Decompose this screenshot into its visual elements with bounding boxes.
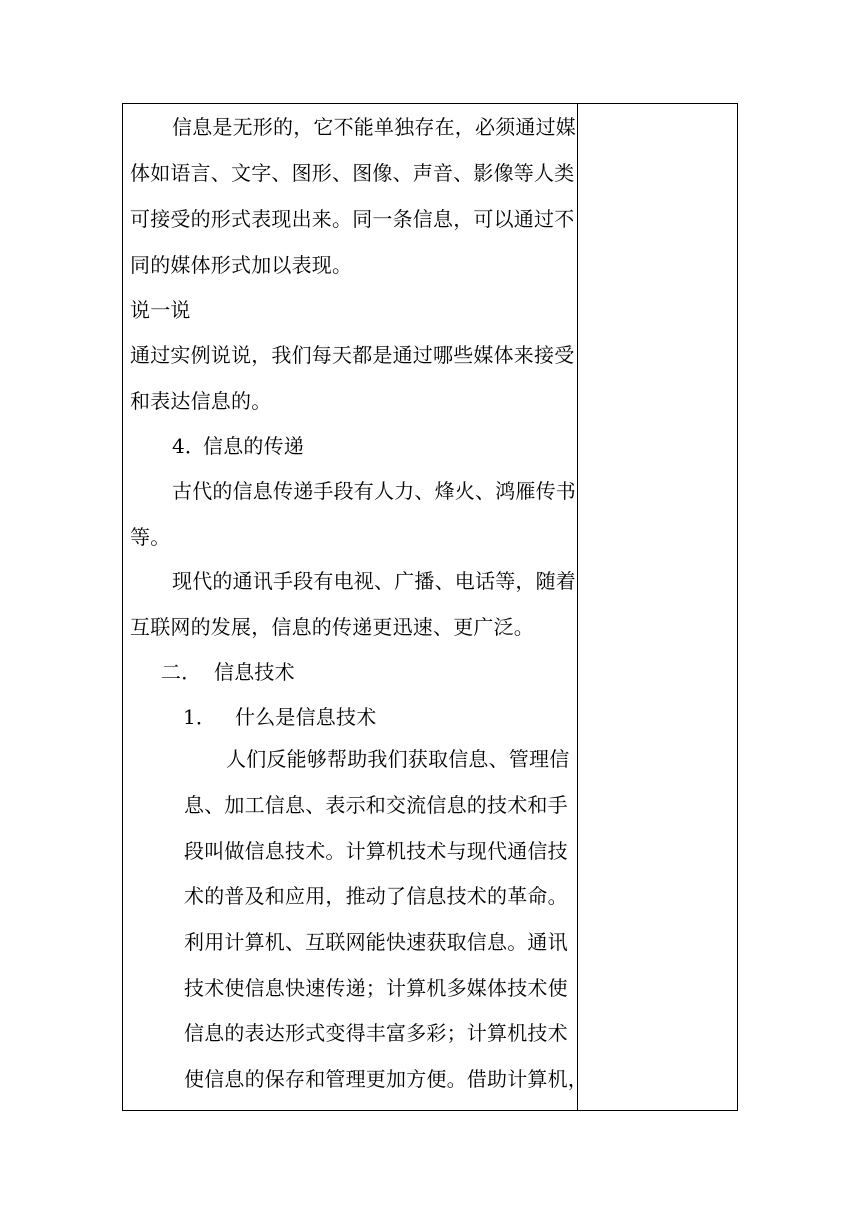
paragraph-ancient-line-2: 等。 xyxy=(130,525,171,549)
paragraph-it-line-2: 息、加工信息、表示和交流信息的技术和手 xyxy=(184,793,568,817)
paragraph-it-line-1: 人们反能够帮助我们获取信息、管理信 xyxy=(226,747,570,771)
paragraph-it-line-8: 使信息的保存和管理更加方便。借助计算机， xyxy=(184,1067,588,1091)
column-divider xyxy=(577,103,578,1111)
paragraph-it-line-4: 术的普及和应用，推动了信息技术的革命。 xyxy=(184,884,568,908)
heading-4-text: 信息的传递 xyxy=(203,434,304,458)
section-2-title: 信息技术 xyxy=(214,660,295,684)
paragraph-modern-line-1: 现代的通讯手段有电视、广播、电话等，随着 xyxy=(172,569,576,593)
paragraph-it-line-3: 段叫做信息技术。计算机技术与现代通信技 xyxy=(184,839,568,863)
paragraph-media-line-1: 信息是无形的，它不能单独存在，必须通过媒 xyxy=(172,115,576,139)
heading-4-number: 4． xyxy=(172,434,206,458)
say-title: 说一说 xyxy=(130,298,191,322)
say-text-line-1: 通过实例说说，我们每天都是通过哪些媒体来接受 xyxy=(130,343,575,367)
paragraph-it-line-7: 信息的表达形式变得丰富多彩；计算机技术 xyxy=(184,1021,568,1045)
paragraph-media-line-3: 可接受的形式表现出来。同一条信息，可以通过不 xyxy=(130,207,575,231)
paragraph-it-line-6: 技术使信息快速传递；计算机多媒体技术使 xyxy=(184,976,568,1000)
paragraph-media-line-4: 同的媒体形式加以表现。 xyxy=(130,253,353,277)
paragraph-media-line-2: 体如语言、文字、图形、图像、声音、影像等人类 xyxy=(130,161,575,185)
paragraph-ancient-line-1: 古代的信息传递手段有人力、烽火、鸿雁传书 xyxy=(172,479,576,503)
say-text-line-2: 和表达信息的。 xyxy=(130,389,272,413)
subsection-1-title: 什么是信息技术 xyxy=(235,705,377,729)
paragraph-it-line-5: 利用计算机、互联网能快速获取信息。通讯 xyxy=(184,930,568,954)
subsection-1-number: 1． xyxy=(183,705,217,729)
section-2-number: 二． xyxy=(161,660,202,684)
paragraph-modern-line-2: 互联网的发展，信息的传递更迅速、更广泛。 xyxy=(130,615,534,639)
